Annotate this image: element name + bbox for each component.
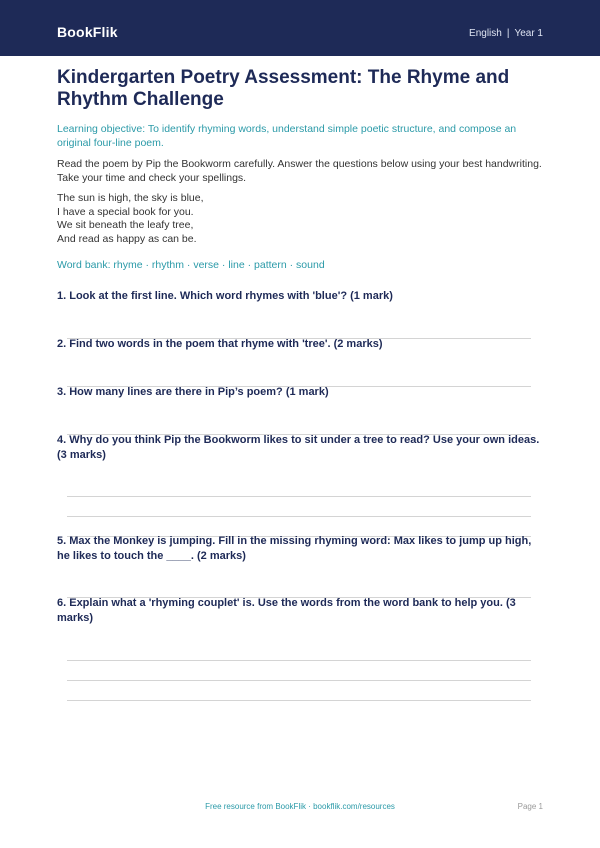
poem-line: And read as happy as can be. [57,232,197,245]
poem-line: We sit beneath the leafy tree, [57,219,194,232]
footer-resource-link[interactable]: Free resource from BookFlik · bookflik.com/resources [205,802,395,811]
page-header [0,0,600,56]
question-1: 1. Look at the first line. Which word rhymes with 'blue'? (1 mark) [57,290,393,302]
question-2: 2. Find two words in the poem that rhyme with 'tree'. (2 marks) [57,338,383,350]
poem-block [57,192,204,246]
question-6: 6. Explain what a 'rhyming couplet' is. Use the words from the word bank to help you. (3 marks) [57,597,516,624]
page-title: Kindergarten Poetry Assessment: The Rhyme and Rhythm Challenge [57,67,510,110]
answer-line[interactable] [67,660,531,661]
answer-line[interactable] [67,496,531,497]
subject-label: English [469,28,502,39]
instructions-text: Read the poem by Pip the Bookworm carefully. Answer the questions below using your best handwriting. Take your time and check your spellings. [57,158,542,184]
answer-line[interactable] [67,700,531,701]
grade-label: Year 1 [514,28,543,39]
word-bank: Word bank: rhyme · rhythm · verse · line · pattern · sound [57,259,325,271]
brand-logo[interactable]: BookFlik [57,24,118,40]
poem-line: The sun is high, the sky is blue, [57,192,204,204]
answer-line[interactable] [67,680,531,681]
learning-objective: Learning objective: To identify rhyming words, understand simple poetic structure, and compose an original four-line poem. [57,123,517,149]
meta-separator: | [506,28,510,39]
question-5: 5. Max the Monkey is jumping. Fill in the missing rhyming word: Max likes to jump up high, he likes to touch the ____. (2 marks) [57,535,532,562]
question-3: 3. How many lines are there in Pip’s poem? (1 mark) [57,386,329,398]
page-number: Page 1 [517,802,543,811]
subject-grade-label [469,28,543,39]
answer-line[interactable] [67,516,531,517]
poem-line: I have a special book for you. [57,205,194,218]
question-4: 4. Why do you think Pip the Bookworm likes to sit under a tree to read? Use your own ideas. (3 marks) [57,434,540,461]
